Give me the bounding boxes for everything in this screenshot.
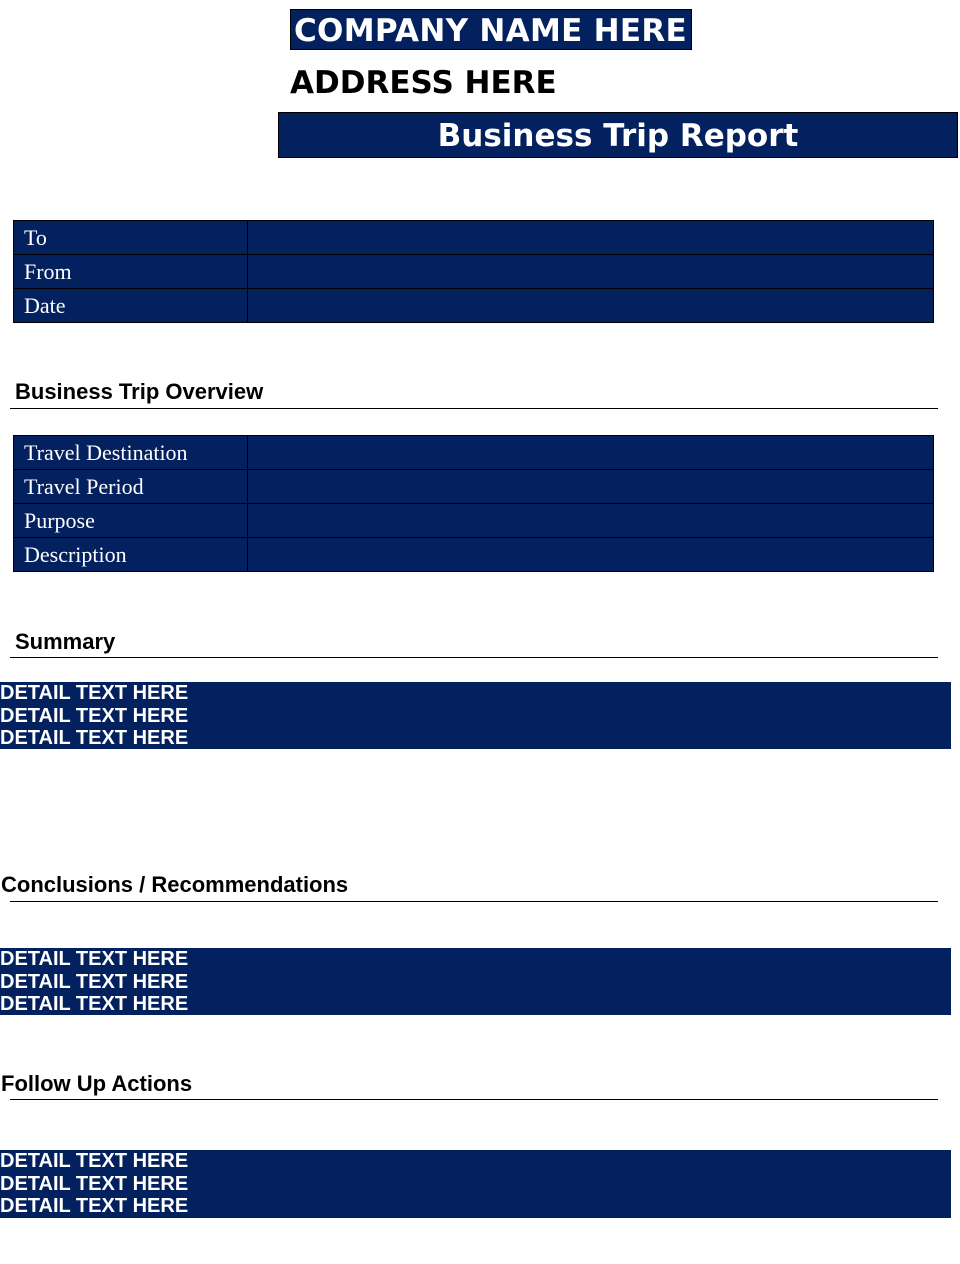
follow-up-detail-block[interactable] xyxy=(0,1150,951,1218)
summary-detail-line: DETAIL TEXT HERE xyxy=(0,704,189,727)
memo-value-to[interactable] xyxy=(248,221,934,255)
memo-row-from xyxy=(14,255,934,289)
company-address: ADDRESS HERE xyxy=(290,65,557,101)
memo-label-to: To xyxy=(14,221,248,255)
overview-table xyxy=(13,435,934,572)
follow-up-detail-line: DETAIL TEXT HERE xyxy=(0,1150,189,1172)
overview-row-destination xyxy=(14,436,934,470)
overview-label-purpose: Purpose xyxy=(14,504,248,538)
company-name: COMPANY NAME HERE xyxy=(290,9,692,50)
overview-heading: Business Trip Overview xyxy=(15,379,264,404)
conclusions-heading: Conclusions / Recommendations xyxy=(1,872,349,897)
summary-rule xyxy=(10,657,938,658)
overview-value-period[interactable] xyxy=(248,470,934,504)
overview-label-destination: Travel Destination xyxy=(14,436,248,470)
follow-up-rule xyxy=(10,1099,938,1100)
memo-fields-table xyxy=(13,220,934,323)
memo-label-from: From xyxy=(14,255,248,289)
overview-value-purpose[interactable] xyxy=(248,504,934,538)
summary-heading: Summary xyxy=(15,629,116,654)
overview-label-description: Description xyxy=(14,538,248,572)
overview-value-destination[interactable] xyxy=(248,436,934,470)
memo-row-date xyxy=(14,289,934,323)
conclusions-detail-line: DETAIL TEXT HERE xyxy=(0,948,189,970)
memo-value-date[interactable] xyxy=(248,289,934,323)
conclusions-detail-line: DETAIL TEXT HERE xyxy=(0,993,189,1015)
follow-up-detail-line: DETAIL TEXT HERE xyxy=(0,1195,189,1217)
follow-up-heading: Follow Up Actions xyxy=(1,1071,193,1096)
summary-detail-line: DETAIL TEXT HERE xyxy=(0,682,189,704)
conclusions-detail-line: DETAIL TEXT HERE xyxy=(0,970,189,993)
memo-value-from[interactable] xyxy=(248,255,934,289)
memo-label-date: Date xyxy=(14,289,248,323)
conclusions-rule xyxy=(10,901,938,902)
summary-detail-block[interactable] xyxy=(0,682,951,749)
summary-detail-line: DETAIL TEXT HERE xyxy=(0,727,189,749)
report-title: Business Trip Report xyxy=(278,112,958,158)
overview-row-description xyxy=(14,538,934,572)
overview-value-description[interactable] xyxy=(248,538,934,572)
memo-row-to xyxy=(14,221,934,255)
conclusions-detail-block[interactable] xyxy=(0,948,951,1015)
overview-row-period xyxy=(14,470,934,504)
overview-rule xyxy=(10,408,938,409)
overview-label-period: Travel Period xyxy=(14,470,248,504)
follow-up-detail-line: DETAIL TEXT HERE xyxy=(0,1172,189,1195)
overview-row-purpose xyxy=(14,504,934,538)
